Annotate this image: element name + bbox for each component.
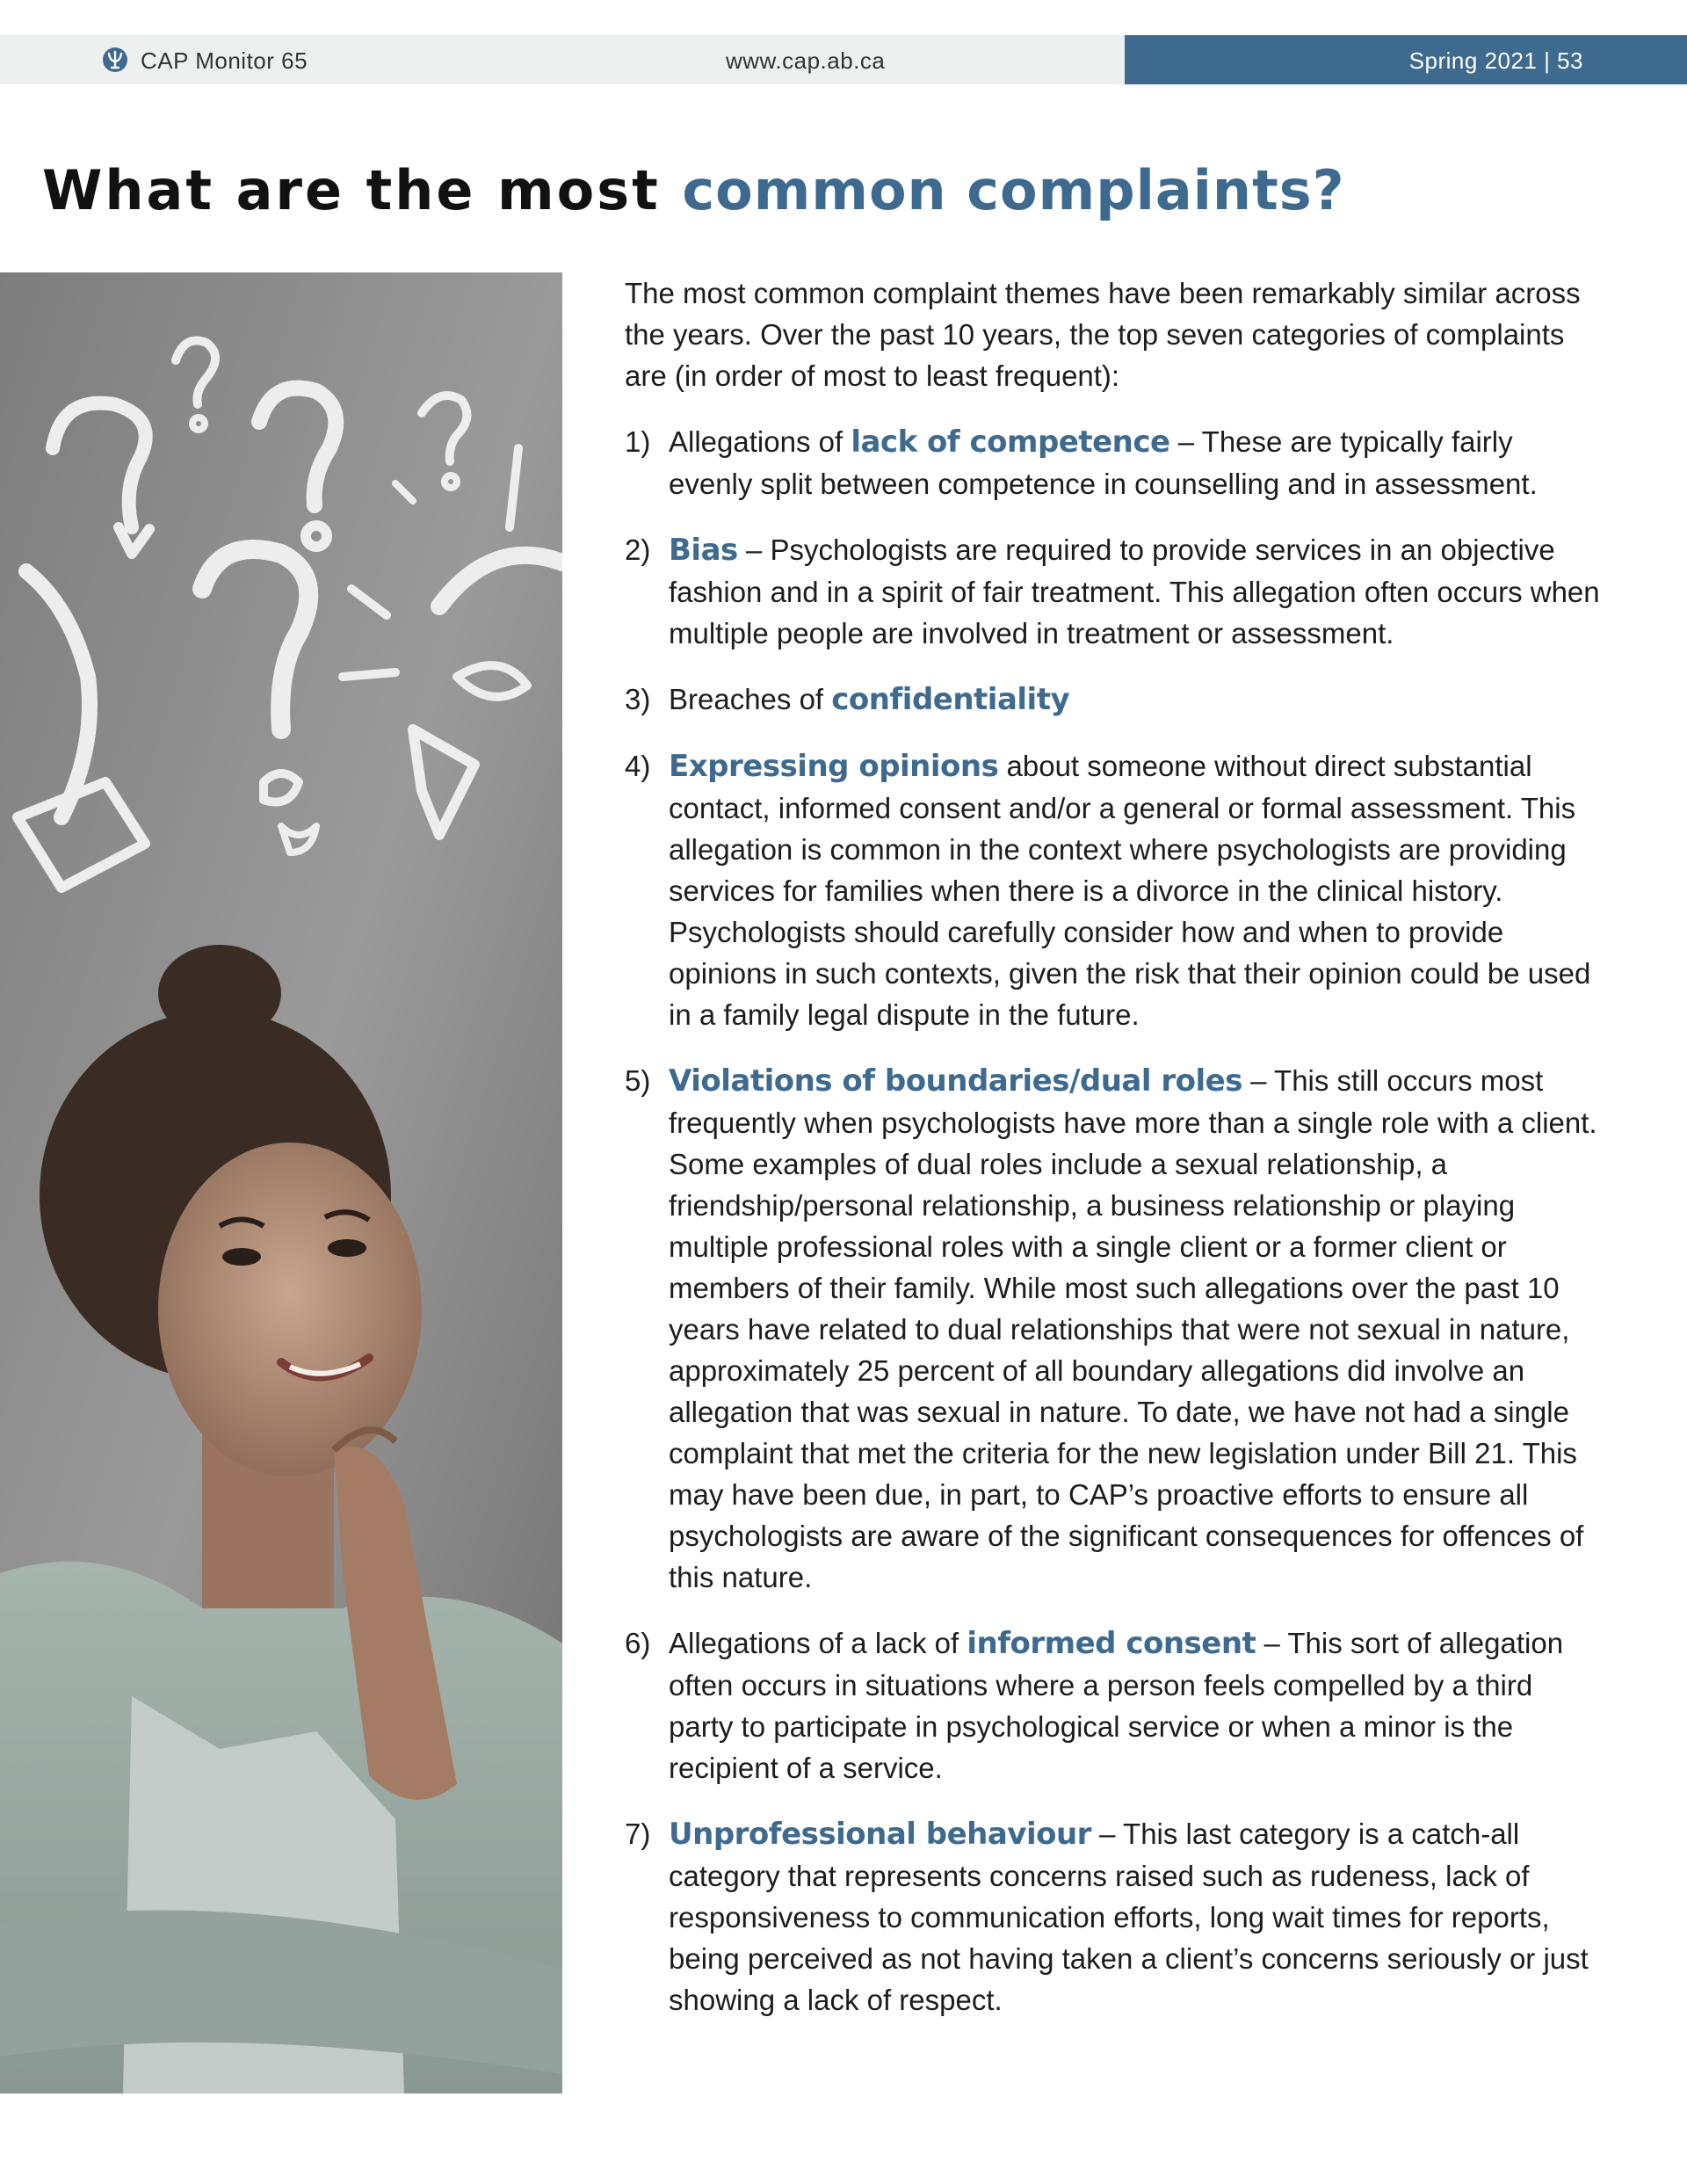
intro-paragraph: The most common complaint themes have been remarkably similar across the years. Over the past 10 years, the top seven categories of complaints are (in order of most to least frequent): <box>625 277 1581 392</box>
website-url[interactable]: www.cap.ab.ca <box>726 47 886 74</box>
item-pre: Breaches of <box>669 683 832 715</box>
item-number: 5) <box>625 1064 651 1097</box>
item-number: 7) <box>625 1818 651 1850</box>
item-number: 1) <box>625 425 651 458</box>
item-number: 4) <box>625 750 651 782</box>
item-text: – This still occurs most frequently when psychologists have more than a single role with a client. Some examples of dual roles include a sexual relationship, a friendship/personal relationship, a business relationship or playing multiple professional roles with a single client or a former client or members of their family. While most such allegations over the past 10 years have related to dual relationships that were not sexual in nature, approximately 25 percent of all boundary allegations did involve an allegation that was sexual in nature. To date, we have not had a single complaint that met the criteria for the new legislation under Bill 21. This may have been due, in part, to CAP’s proactive efforts to ensure all psychologists are aware of the significant consequences for offences of this nature. <box>669 1064 1597 1593</box>
list-item <box>625 421 1600 504</box>
item-number: 6) <box>625 1627 651 1659</box>
item-keyword: confidentiality <box>831 682 1070 717</box>
page-header <box>0 35 1687 84</box>
title-accent: common complaints? <box>682 158 1345 222</box>
page-title <box>42 158 1345 222</box>
item-pre: Allegations of a lack of <box>669 1627 967 1659</box>
list-item <box>625 1622 1600 1789</box>
item-keyword: Unprofessional behaviour <box>669 1817 1091 1852</box>
issue-page-label: Spring 2021 | 53 <box>1408 47 1583 74</box>
item-keyword: lack of competence <box>851 424 1170 460</box>
list-item <box>625 1060 1600 1598</box>
header-accent-band <box>1125 35 1687 84</box>
list-item <box>625 1813 1600 2021</box>
list-item <box>625 529 1600 654</box>
cap-logo-icon <box>102 47 128 73</box>
item-text: about someone without direct substantial contact, informed consent and/or a general or formal assessment. This allegation is common in the context where psychologists are providing services for families when there is a divorce in the clinical history. Psychologists should carefully consider how and when to provide opinions in such contexts, given the risk that their opinion could be used in a family legal dispute in the future. <box>669 750 1591 1031</box>
item-pre: Allegations of <box>669 425 851 458</box>
list-item <box>625 678 1600 721</box>
photo-illustration <box>0 272 562 2093</box>
complaint-list <box>625 421 1600 2021</box>
item-keyword: informed consent <box>967 1626 1256 1661</box>
item-text: – This sort of allegation often occurs in situations where a person feels compelled by a third party to participate in psychological service or when a minor is the recipient of a service. <box>669 1627 1564 1784</box>
item-text: – These are typically fairly evenly split between competence in counselling and in assessment. <box>669 425 1538 500</box>
item-number: 3) <box>625 683 651 715</box>
list-item <box>625 745 1600 1035</box>
item-number: 2) <box>625 533 651 566</box>
thinking-woman-photo <box>0 272 562 2093</box>
title-lead: What are the most <box>42 158 661 222</box>
item-text: – Psychologists are required to provide services in an objective fashion and in a spirit of fair treatment. This allegation often occurs when multiple people are involved in treatment or assessment. <box>669 533 1600 649</box>
item-keyword: Violations of boundaries/dual roles <box>669 1063 1242 1099</box>
item-keyword: Bias <box>669 533 738 568</box>
item-keyword: Expressing opinions <box>669 749 999 784</box>
article-body <box>625 272 1600 2045</box>
item-text: – This last category is a catch-all category that represents concerns raised such as rudeness, lack of responsiveness to communication efforts, long wait times for reports, being perceived as not having taken a client’s concerns seriously or just showing a lack of respect. <box>669 1818 1589 2016</box>
publication-name: CAP Monitor 65 <box>141 47 308 74</box>
